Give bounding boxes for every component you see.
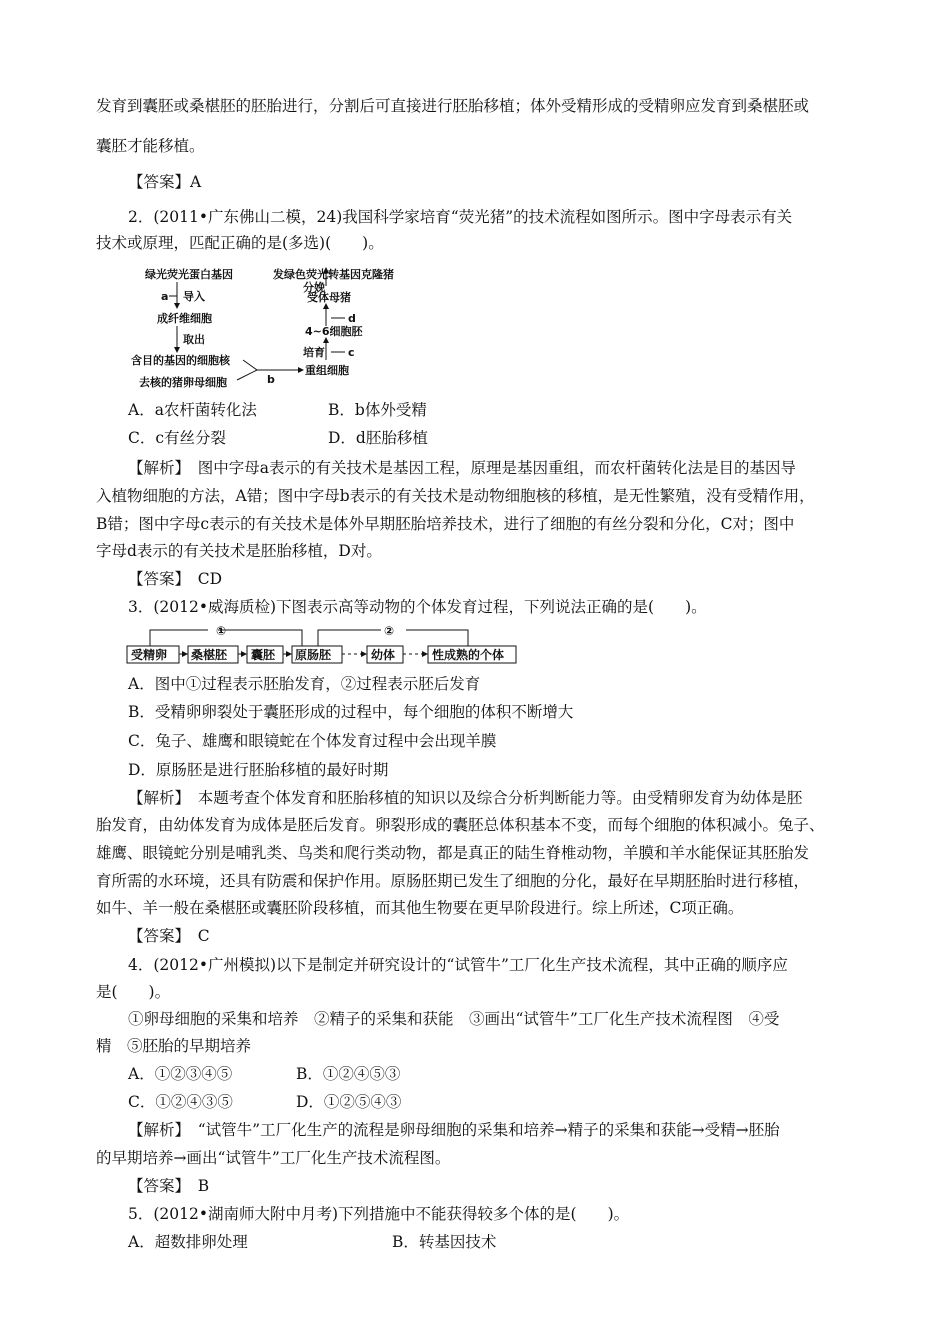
question-4: 4．(2012•广州模拟)以下是制定并研究设计的“试管牛”工厂化生产技术流程，其中正确的顺序应 xyxy=(128,956,788,974)
recombinant-cell-label: 重组细胞 xyxy=(305,364,349,377)
text-line: 胎发育，由幼体发育为成体是胚后发育。卵裂形成的囊胚总体积基本不变，而每个细胞的体积减小。兔子、 xyxy=(96,816,825,834)
fibroblast-label: 成纤维细胞 xyxy=(157,312,212,325)
stage-adult: 性成熟的个体 xyxy=(432,648,505,662)
fluorescent-pig-flowchart xyxy=(125,264,395,390)
option-c: C．c有丝分裂 xyxy=(128,429,227,447)
analysis: 【解析】 图中字母a表示的有关技术是基因工程，原理是基因重组，而农杆菌转化法是目的基因导 xyxy=(128,459,796,477)
stage-gastrula: 原肠胚 xyxy=(295,648,332,662)
option-b: B．b体外受精 xyxy=(328,401,427,419)
transgenic-pig-label: 发绿色荧光转基因克隆猪 xyxy=(273,268,394,281)
question-5: 5．(2012•湖南师大附中月考)下列措施中不能获得较多个体的是( )。 xyxy=(128,1205,630,1223)
label-c: c xyxy=(348,346,355,359)
label-b: b xyxy=(267,373,275,386)
option-d: D．d胚胎移植 xyxy=(328,429,428,447)
text-line: 如牛、羊一般在桑椹胚或囊胚阶段移植，而其他生物要在更早阶段进行。综上所述，C项正确。 xyxy=(96,899,744,917)
extract-label: 取出 xyxy=(183,333,205,346)
text-line: 字母d表示的有关技术是胚胎移植，D对。 xyxy=(96,542,382,560)
stage-blastocyst: 囊胚 xyxy=(251,648,276,662)
option-a: A．超数排卵处理 xyxy=(128,1233,248,1251)
nucleus-label: 含目的基因的细胞核 xyxy=(131,354,230,367)
option-a: A．a农杆菌转化法 xyxy=(128,401,257,419)
label-d: d xyxy=(348,312,356,325)
text-line: 的早期培养→画出“试管牛”工厂化生产技术流程图。 xyxy=(96,1149,451,1167)
option-c: C．①②④③⑤ xyxy=(128,1093,233,1111)
stage-zygote: 受精卵 xyxy=(131,648,168,662)
text-line: 囊胚才能移植。 xyxy=(96,137,205,155)
stage-morula: 桑椹胚 xyxy=(191,648,228,662)
import-label: 导入 xyxy=(183,290,205,303)
embryo-label: 4~6细胞胚 xyxy=(305,325,363,338)
text-line: 入植物细胞的方法，A错；图中字母b表示的有关技术是动物细胞核的移植，是无性繁殖，没有受精作用， xyxy=(96,487,815,505)
question-2: 2．(2011•广东佛山二模，24)我国科学家培育“荧光猪”的技术流程如图所示。图中字母表示有关 xyxy=(128,208,793,226)
recipient-sow-label: 受体母猪 xyxy=(307,291,351,304)
text-line: 精 ⑤胚胎的早期培养 xyxy=(96,1037,252,1055)
text-line: 发育到囊胚或桑椹胚的胚胎进行，分割后可直接进行胚胎移植；体外受精形成的受精卵应发育到桑椹胚或 xyxy=(96,97,810,115)
text-line: ①卵母细胞的采集和培养 ②精子的采集和获能 ③画出“试管牛”工厂化生产技术流程图 ④受 xyxy=(128,1010,780,1028)
egg-label: 去核的猪卵母细胞 xyxy=(139,376,227,389)
gfp-gene-label: 绿光荧光蛋白基因 xyxy=(145,268,233,281)
analysis: 【解析】 “试管牛”工厂化生产的流程是卵母细胞的采集和培养→精子的采集和获能→受精→胚胎 xyxy=(128,1121,780,1139)
birth-label: 分娩 xyxy=(303,281,325,294)
analysis: 【解析】 本题考查个体发育和胚胎移植的知识以及综合分析判断能力等。由受精卵发育为幼体是胚 xyxy=(128,789,803,807)
option-d: D．①②⑤④③ xyxy=(296,1093,402,1111)
option-b: B．受精卵卵裂处于囊胚形成的过程中，每个细胞的体积不断增大 xyxy=(128,703,574,721)
answer-label: 【答案】 B xyxy=(128,1177,210,1195)
process-2-label: ② xyxy=(384,624,395,638)
answer-label: 【答案】 CD xyxy=(128,570,223,588)
option-a: A．①②③④⑤ xyxy=(128,1065,233,1083)
answer-label: 【答案】A xyxy=(128,173,202,191)
text-line: 雄鹰、眼镜蛇分别是哺乳类、鸟类和爬行类动物，都是真正的陆生脊椎动物，羊膜和羊水能保证其胚胎发 xyxy=(96,844,810,862)
culture-label: 培育 xyxy=(303,346,325,359)
option-a: A．图中①过程表示胚胎发育，②过程表示胚后发育 xyxy=(128,675,481,693)
development-process-diagram xyxy=(126,622,518,666)
text-line: 技术或原理，匹配正确的是(多选)( )。 xyxy=(96,234,384,252)
option-d: D．原肠胚是进行胚胎移植的最好时期 xyxy=(128,761,389,779)
text-line: 育所需的水环境，还具有防震和保护作用。原肠胚期已发生了细胞的分化，最好在早期胚胎时进行移植， xyxy=(96,872,810,890)
answer-label: 【答案】 C xyxy=(128,927,210,945)
option-b: B．①②④⑤③ xyxy=(296,1065,401,1083)
stage-juvenile: 幼体 xyxy=(371,648,396,662)
option-c: C．兔子、雄鹰和眼镜蛇在个体发育过程中会出现羊膜 xyxy=(128,732,497,750)
text-line: B错；图中字母c表示的有关技术是体外早期胚胎培养技术，进行了细胞的有丝分裂和分化，C对；图中 xyxy=(96,515,795,533)
label-a: a xyxy=(161,290,169,303)
question-3: 3．(2012•威海质检)下图表示高等动物的个体发育过程，下列说法正确的是( )。 xyxy=(128,598,707,616)
text-line: 是( )。 xyxy=(96,983,171,1001)
process-1-label: ① xyxy=(216,624,227,638)
option-b: B．转基因技术 xyxy=(392,1233,497,1251)
